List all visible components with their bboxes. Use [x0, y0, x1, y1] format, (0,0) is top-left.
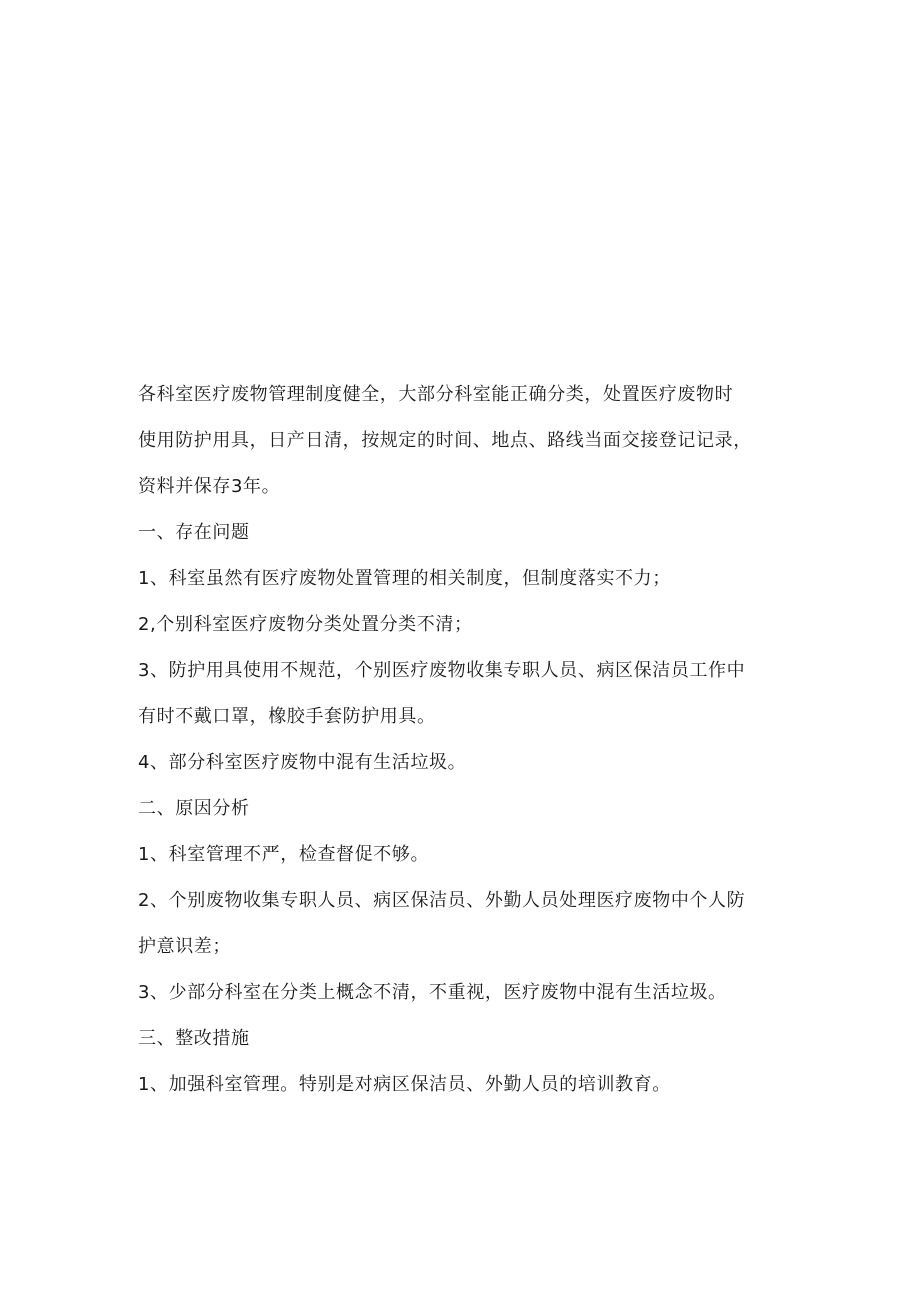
section-heading: 一、存在问题 [138, 522, 250, 543]
list-item: 4、部分科室医疗废物中混有生活垃圾。 [138, 752, 467, 773]
document-body [138, 383, 800, 1097]
paragraph-line: 资料并保存3年。 [138, 476, 281, 497]
list-item: 3、少部分科室在分类上概念不清，不重视，医疗废物中混有生活垃圾。 [138, 982, 727, 1003]
list-item-continuation: 有时不戴口罩，橡胶手套防护用具。 [138, 706, 436, 727]
list-item: 2,个别科室医疗废物分类处置分类不清； [138, 614, 473, 635]
list-item: 1、科室管理不严，检查督促不够。 [138, 844, 430, 865]
list-item: 1、加强科室管理。特别是对病区保洁员、外勤人员的培训教育。 [138, 1074, 671, 1095]
paragraph-line: 使用防护用具，日产日清，按规定的时间、地点、路线当面交接登记记录， [138, 430, 752, 451]
list-item: 1、科室虽然有医疗废物处置管理的相关制度，但制度落实不力； [138, 568, 671, 589]
section-heading: 三、整改措施 [138, 1028, 250, 1049]
paragraph-line: 各科室医疗废物管理制度健全，大部分科室能正确分类，处置医疗废物时 [138, 384, 734, 405]
list-item: 2、个别废物收集专职人员、病区保洁员、外勤人员处理医疗废物中个人防 [138, 890, 746, 911]
list-item-continuation: 护意识差； [138, 936, 231, 957]
section-heading: 二、原因分析 [138, 798, 250, 819]
list-item: 3、防护用具使用不规范，个别医疗废物收集专职人员、病区保洁员工作中 [138, 660, 746, 681]
